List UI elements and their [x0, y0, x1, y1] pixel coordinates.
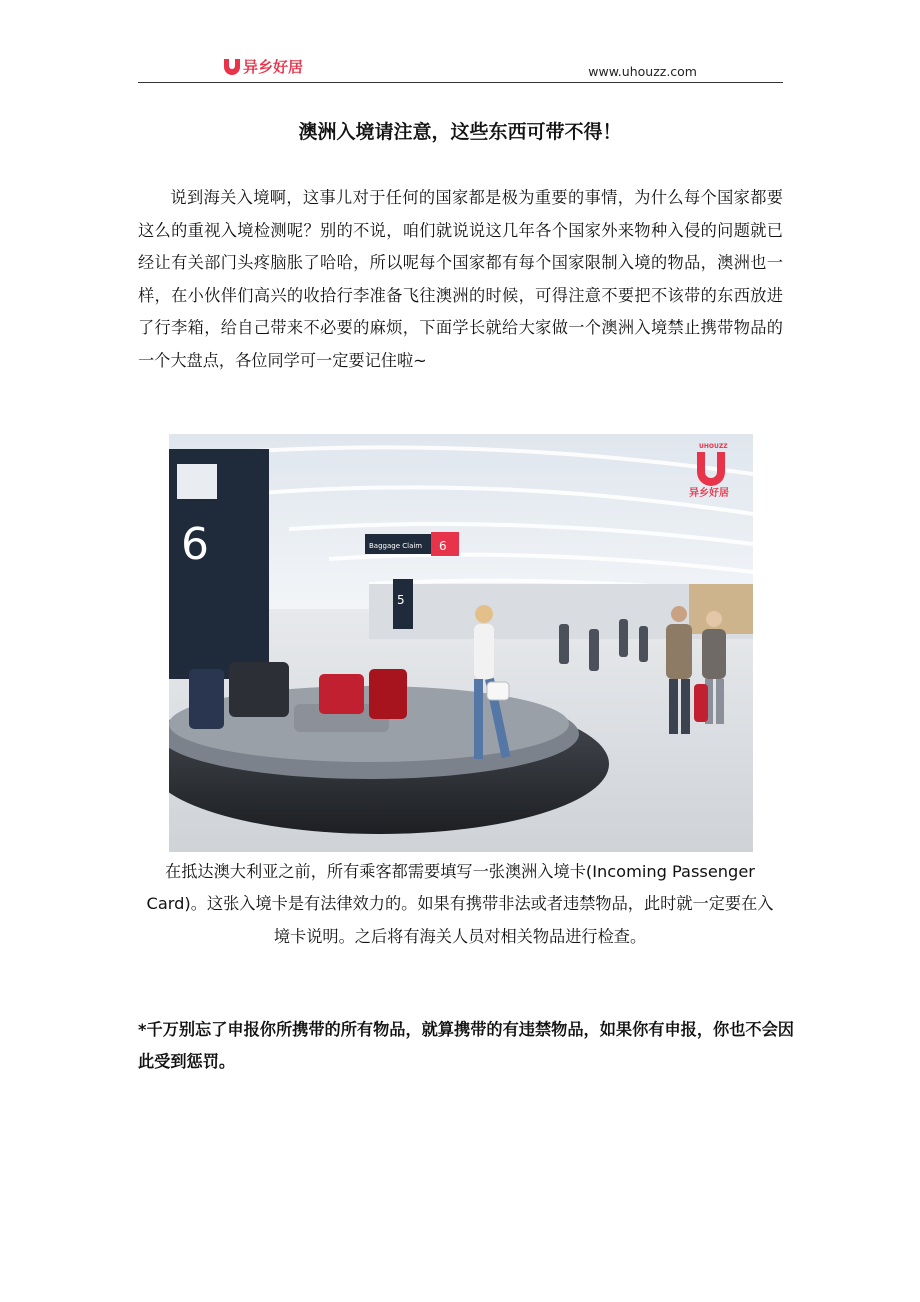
airport-baggage-claim-photo — [169, 434, 753, 852]
svg-text:异乡好居: 异乡好居 — [689, 488, 729, 499]
intro-paragraph: 说到海关入境啊，这事儿对于任何的国家都是极为重要的事情，为什么每个国家都要这么的重视入境检测呢？别的不说，咱们就说说这几年各个国家外来物种入侵的问题就已经让有关部门头疼脑胀了哈哈，所以呢每个国家都有每个国家限制入境的物品，澳洲也一样，在小伙伴们高兴的收拾行李准备飞往澳洲的时候，可得注意不要把不该带的东西放进了行李箱，给自己带来不必要的麻烦，下面学长就给大家做一个澳洲入境禁止携带物品的一个大盘点，各位同学可一定要记住啦~ — [138, 188, 783, 370]
carousel-number-sign: 6 — [181, 519, 209, 570]
page-header — [138, 52, 783, 83]
photo-caption: 在抵达澳大利亚之前，所有乘客都需要填写一张澳洲入境卡(Incoming Passenger Card)。这张入境卡是有法律效力的。如果有携带非法或者违禁物品，此时就一定要在入境卡说明。之后将有海关人员对相关物品进行检查。 — [146, 862, 774, 946]
baggage-claim-sign: Baggage Claim — [369, 542, 423, 550]
article-title: 澳洲入境请注意，这些东西可带不得！ — [298, 121, 622, 143]
brand-logo-icon — [224, 59, 240, 75]
carousel-5-sign: 5 — [397, 593, 405, 607]
site-url: www.uhouzz.com — [588, 64, 697, 79]
svg-text:6: 6 — [439, 539, 447, 553]
svg-text:UHOUZZ: UHOUZZ — [699, 443, 728, 450]
brand-name: 异乡好居 — [243, 58, 304, 76]
important-notice: *千万别忘了申报你所携带的所有物品，就算携带的有违禁物品，如果你有申报，你也不会因此受到惩罚。 — [138, 1020, 794, 1071]
brand-logo — [224, 56, 303, 77]
